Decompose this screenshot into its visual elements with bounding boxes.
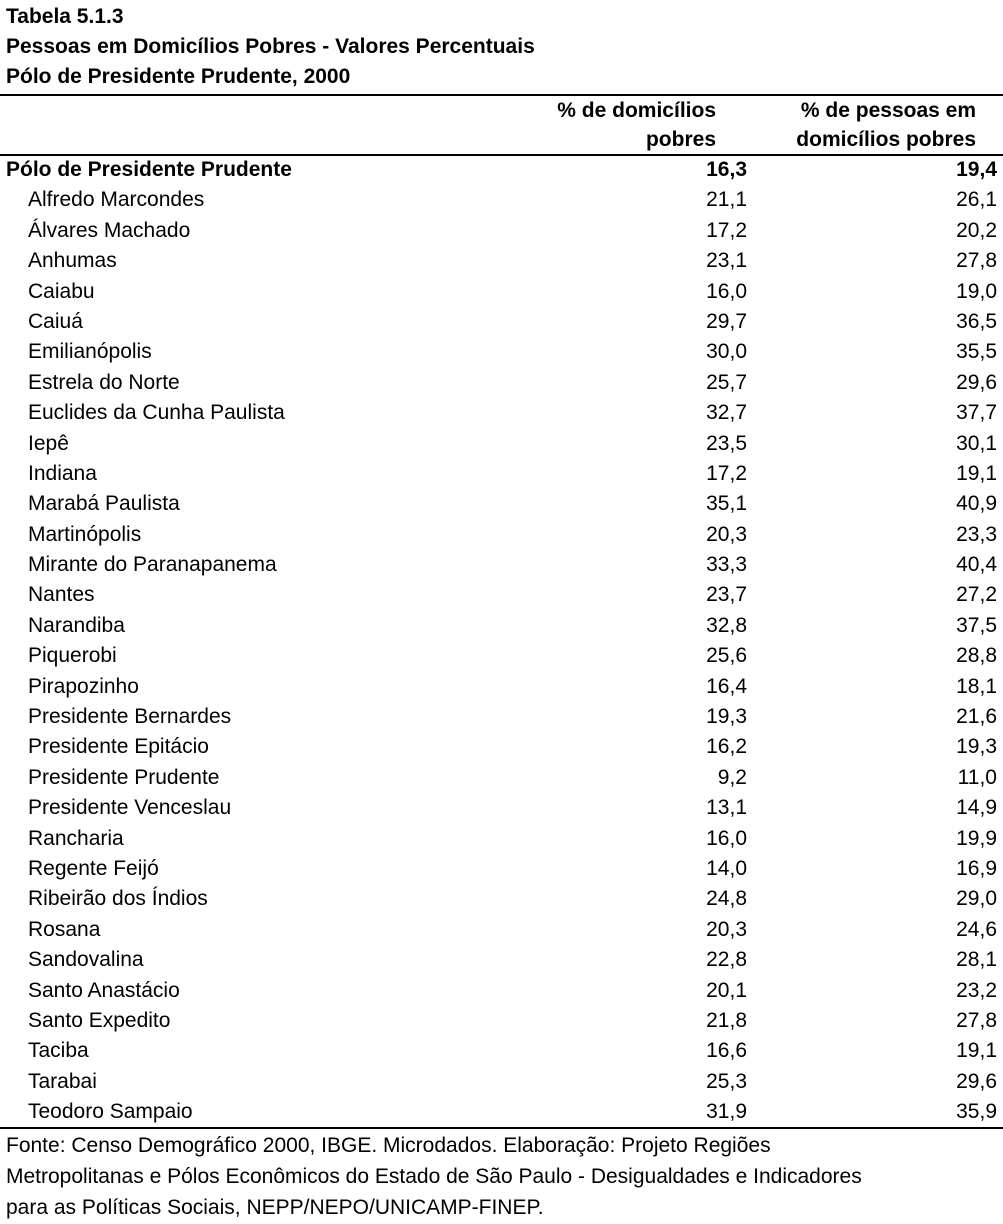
pct-domicilios-cell: 24,8 <box>706 887 747 911</box>
pct-pessoas-cell: 27,2 <box>956 583 997 607</box>
pct-domicilios-cell: 14,0 <box>706 856 747 880</box>
municipality-name: Presidente Epitácio <box>28 735 209 759</box>
pct-pessoas-cell: 29,6 <box>956 370 997 394</box>
pct-pessoas-cell: 28,1 <box>956 948 997 972</box>
pct-pessoas-cell: 35,9 <box>956 1100 997 1124</box>
pct-pessoas-cell: 28,8 <box>956 644 997 668</box>
pct-domicilios-cell: 20,3 <box>706 917 747 941</box>
pct-pessoas-cell: 27,8 <box>956 249 997 273</box>
pct-pessoas-cell: 26,1 <box>956 188 997 212</box>
municipality-name: Taciba <box>28 1039 89 1063</box>
pct-domicilios-cell: 20,1 <box>706 978 747 1002</box>
table-title <box>6 2 996 92</box>
municipality-name: Pirapozinho <box>28 674 139 698</box>
pct-pessoas-cell: 40,9 <box>956 492 997 516</box>
pct-domicilios-cell: 30,0 <box>706 340 747 364</box>
table-region-year: Pólo de Presidente Prudente, 2000 <box>6 65 351 88</box>
table-row <box>0 672 1003 702</box>
municipality-name: Marabá Paulista <box>28 492 180 516</box>
table-row <box>0 246 1003 276</box>
total-row <box>0 155 1003 185</box>
table-row <box>0 368 1003 398</box>
municipality-name: Euclides da Cunha Paulista <box>28 401 285 425</box>
pct-pessoas-cell: 29,0 <box>956 887 997 911</box>
table-row <box>0 824 1003 854</box>
municipality-name: Presidente Venceslau <box>28 796 232 820</box>
pct-pessoas-cell: 21,6 <box>956 705 997 729</box>
table-row <box>0 277 1003 307</box>
pct-pessoas-cell: 19,0 <box>956 279 997 303</box>
pct-pessoas-cell: 37,5 <box>956 613 997 637</box>
pct-pessoas-cell: 19,1 <box>956 461 997 485</box>
pct-pessoas-cell: 29,6 <box>956 1069 997 1093</box>
municipality-name: Nantes <box>28 583 95 607</box>
pct-domicilios-cell: 16,6 <box>706 1039 747 1063</box>
table-row <box>0 550 1003 580</box>
municipality-name: Tarabai <box>28 1069 97 1093</box>
table-row <box>0 732 1003 762</box>
pct-pessoas-cell: 23,3 <box>956 522 997 546</box>
municipality-name: Rosana <box>28 917 101 941</box>
table-row <box>0 398 1003 428</box>
municipality-name: Piquerobi <box>28 644 117 668</box>
pct-pessoas-cell: 16,9 <box>956 856 997 880</box>
table-row <box>0 185 1003 215</box>
pct-domicilios-cell: 21,8 <box>706 1008 747 1032</box>
municipality-name: Caiuá <box>28 309 83 333</box>
municipality-name: Alfredo Marcondes <box>28 188 205 212</box>
table-row <box>0 1036 1003 1066</box>
header-pct-domicilios <box>557 96 716 154</box>
total-row-pct-pessoas: 19,4 <box>956 158 997 181</box>
column-headers <box>0 96 1003 154</box>
municipality-name: Anhumas <box>28 249 117 273</box>
table-row <box>0 1097 1003 1127</box>
pct-domicilios-cell: 25,3 <box>706 1069 747 1093</box>
pct-domicilios-cell: 23,5 <box>706 431 747 455</box>
pct-pessoas-cell: 23,2 <box>956 978 997 1002</box>
municipality-name: Estrela do Norte <box>28 370 180 394</box>
source-line: Fonte: Censo Demográfico 2000, IBGE. Microdados. Elaboração: Projeto Regiões <box>6 1134 771 1157</box>
table-row <box>0 520 1003 550</box>
pct-pessoas-cell: 20,2 <box>956 218 997 242</box>
table-row <box>0 337 1003 367</box>
table-row <box>0 945 1003 975</box>
table-row <box>0 702 1003 732</box>
pct-domicilios-cell: 23,1 <box>706 249 747 273</box>
pct-pessoas-cell: 30,1 <box>956 431 997 455</box>
bottom-rule <box>0 1127 1003 1129</box>
pct-domicilios-cell: 16,0 <box>706 826 747 850</box>
pct-pessoas-cell: 36,5 <box>956 309 997 333</box>
municipality-name: Santo Expedito <box>28 1008 171 1032</box>
table-row <box>0 884 1003 914</box>
pct-pessoas-cell: 18,1 <box>956 674 997 698</box>
pct-domicilios-cell: 32,7 <box>706 401 747 425</box>
pct-pessoas-cell: 27,8 <box>956 1008 997 1032</box>
pct-pessoas-cell: 37,7 <box>956 401 997 425</box>
table-row <box>0 854 1003 884</box>
total-row-pct-domicilios: 16,3 <box>706 158 747 181</box>
header-pct-pessoas <box>796 96 976 154</box>
pct-domicilios-cell: 32,8 <box>706 613 747 637</box>
pct-domicilios-cell: 17,2 <box>706 218 747 242</box>
municipality-name: Teodoro Sampaio <box>28 1100 193 1124</box>
pct-pessoas-cell: 24,6 <box>956 917 997 941</box>
municipality-name: Emilianópolis <box>28 340 152 364</box>
table-row <box>0 459 1003 489</box>
municipality-name: Caiabu <box>28 279 95 303</box>
table-row <box>0 429 1003 459</box>
pct-domicilios-cell: 33,3 <box>706 553 747 577</box>
pct-domicilios-cell: 16,0 <box>706 279 747 303</box>
total-row-name: Pólo de Presidente Prudente <box>6 158 292 181</box>
pct-domicilios-cell: 25,6 <box>706 644 747 668</box>
pct-domicilios-cell: 35,1 <box>706 492 747 516</box>
pct-domicilios-cell: 17,2 <box>706 461 747 485</box>
municipality-name: Álvares Machado <box>28 218 191 242</box>
pct-domicilios-cell: 25,7 <box>706 370 747 394</box>
municipality-name: Regente Feijó <box>28 856 159 880</box>
pct-pessoas-cell: 14,9 <box>956 796 997 820</box>
pct-pessoas-cell: 35,5 <box>956 340 997 364</box>
table-row <box>0 793 1003 823</box>
municipality-name: Martinópolis <box>28 522 142 546</box>
municipality-name: Presidente Bernardes <box>28 705 232 729</box>
pct-domicilios-cell: 31,9 <box>706 1100 747 1124</box>
municipality-name: Santo Anastácio <box>28 978 180 1002</box>
municipality-name: Indiana <box>28 461 97 485</box>
header-pct-domicilios-line1: % de domicílios <box>557 99 716 122</box>
pct-pessoas-cell: 11,0 <box>957 765 997 789</box>
header-pct-domicilios-line2: pobres <box>645 128 716 151</box>
table-row <box>0 611 1003 641</box>
municipality-name: Ribeirão dos Índios <box>28 887 208 911</box>
municipality-name: Rancharia <box>28 826 124 850</box>
municipality-name: Iepê <box>28 431 69 455</box>
source-line: Metropolitanas e Pólos Econômicos do Estado de São Paulo - Desigualdades e Indicadores <box>6 1165 862 1188</box>
header-pct-pessoas-line1: % de pessoas em <box>800 99 976 122</box>
pct-domicilios-cell: 22,8 <box>706 948 747 972</box>
pct-pessoas-cell: 19,3 <box>956 735 997 759</box>
source-note <box>6 1130 996 1223</box>
table-row <box>0 580 1003 610</box>
table-row <box>0 641 1003 671</box>
pct-pessoas-cell: 40,4 <box>956 553 997 577</box>
pct-domicilios-cell: 16,2 <box>706 735 747 759</box>
pct-domicilios-cell: 13,1 <box>706 796 747 820</box>
pct-domicilios-cell: 9,2 <box>717 765 747 789</box>
municipality-name: Presidente Prudente <box>28 765 220 789</box>
table-row <box>0 1067 1003 1097</box>
pct-pessoas-cell: 19,9 <box>956 826 997 850</box>
table-row <box>0 489 1003 519</box>
table-row <box>0 1006 1003 1036</box>
table-row <box>0 307 1003 337</box>
header-pct-pessoas-line2: domicílios pobres <box>796 128 976 151</box>
pct-domicilios-cell: 16,4 <box>706 674 747 698</box>
table-number: Tabela 5.1.3 <box>6 5 124 28</box>
table-row <box>0 976 1003 1006</box>
municipality-name: Narandiba <box>28 613 125 637</box>
pct-domicilios-cell: 21,1 <box>706 188 747 212</box>
pct-domicilios-cell: 20,3 <box>706 522 747 546</box>
municipality-name: Sandovalina <box>28 948 144 972</box>
table-row <box>0 216 1003 246</box>
municipality-name: Mirante do Paranapanema <box>28 553 277 577</box>
table-row <box>0 915 1003 945</box>
source-line: para as Políticas Sociais, NEPP/NEPO/UNICAMP-FINEP. <box>6 1196 544 1219</box>
table-row <box>0 763 1003 793</box>
pct-domicilios-cell: 23,7 <box>706 583 747 607</box>
table-body <box>0 155 1003 1128</box>
pct-domicilios-cell: 19,3 <box>706 705 747 729</box>
pct-pessoas-cell: 19,1 <box>956 1039 997 1063</box>
table-subject: Pessoas em Domicílios Pobres - Valores Percentuais <box>6 35 535 58</box>
pct-domicilios-cell: 29,7 <box>706 309 747 333</box>
